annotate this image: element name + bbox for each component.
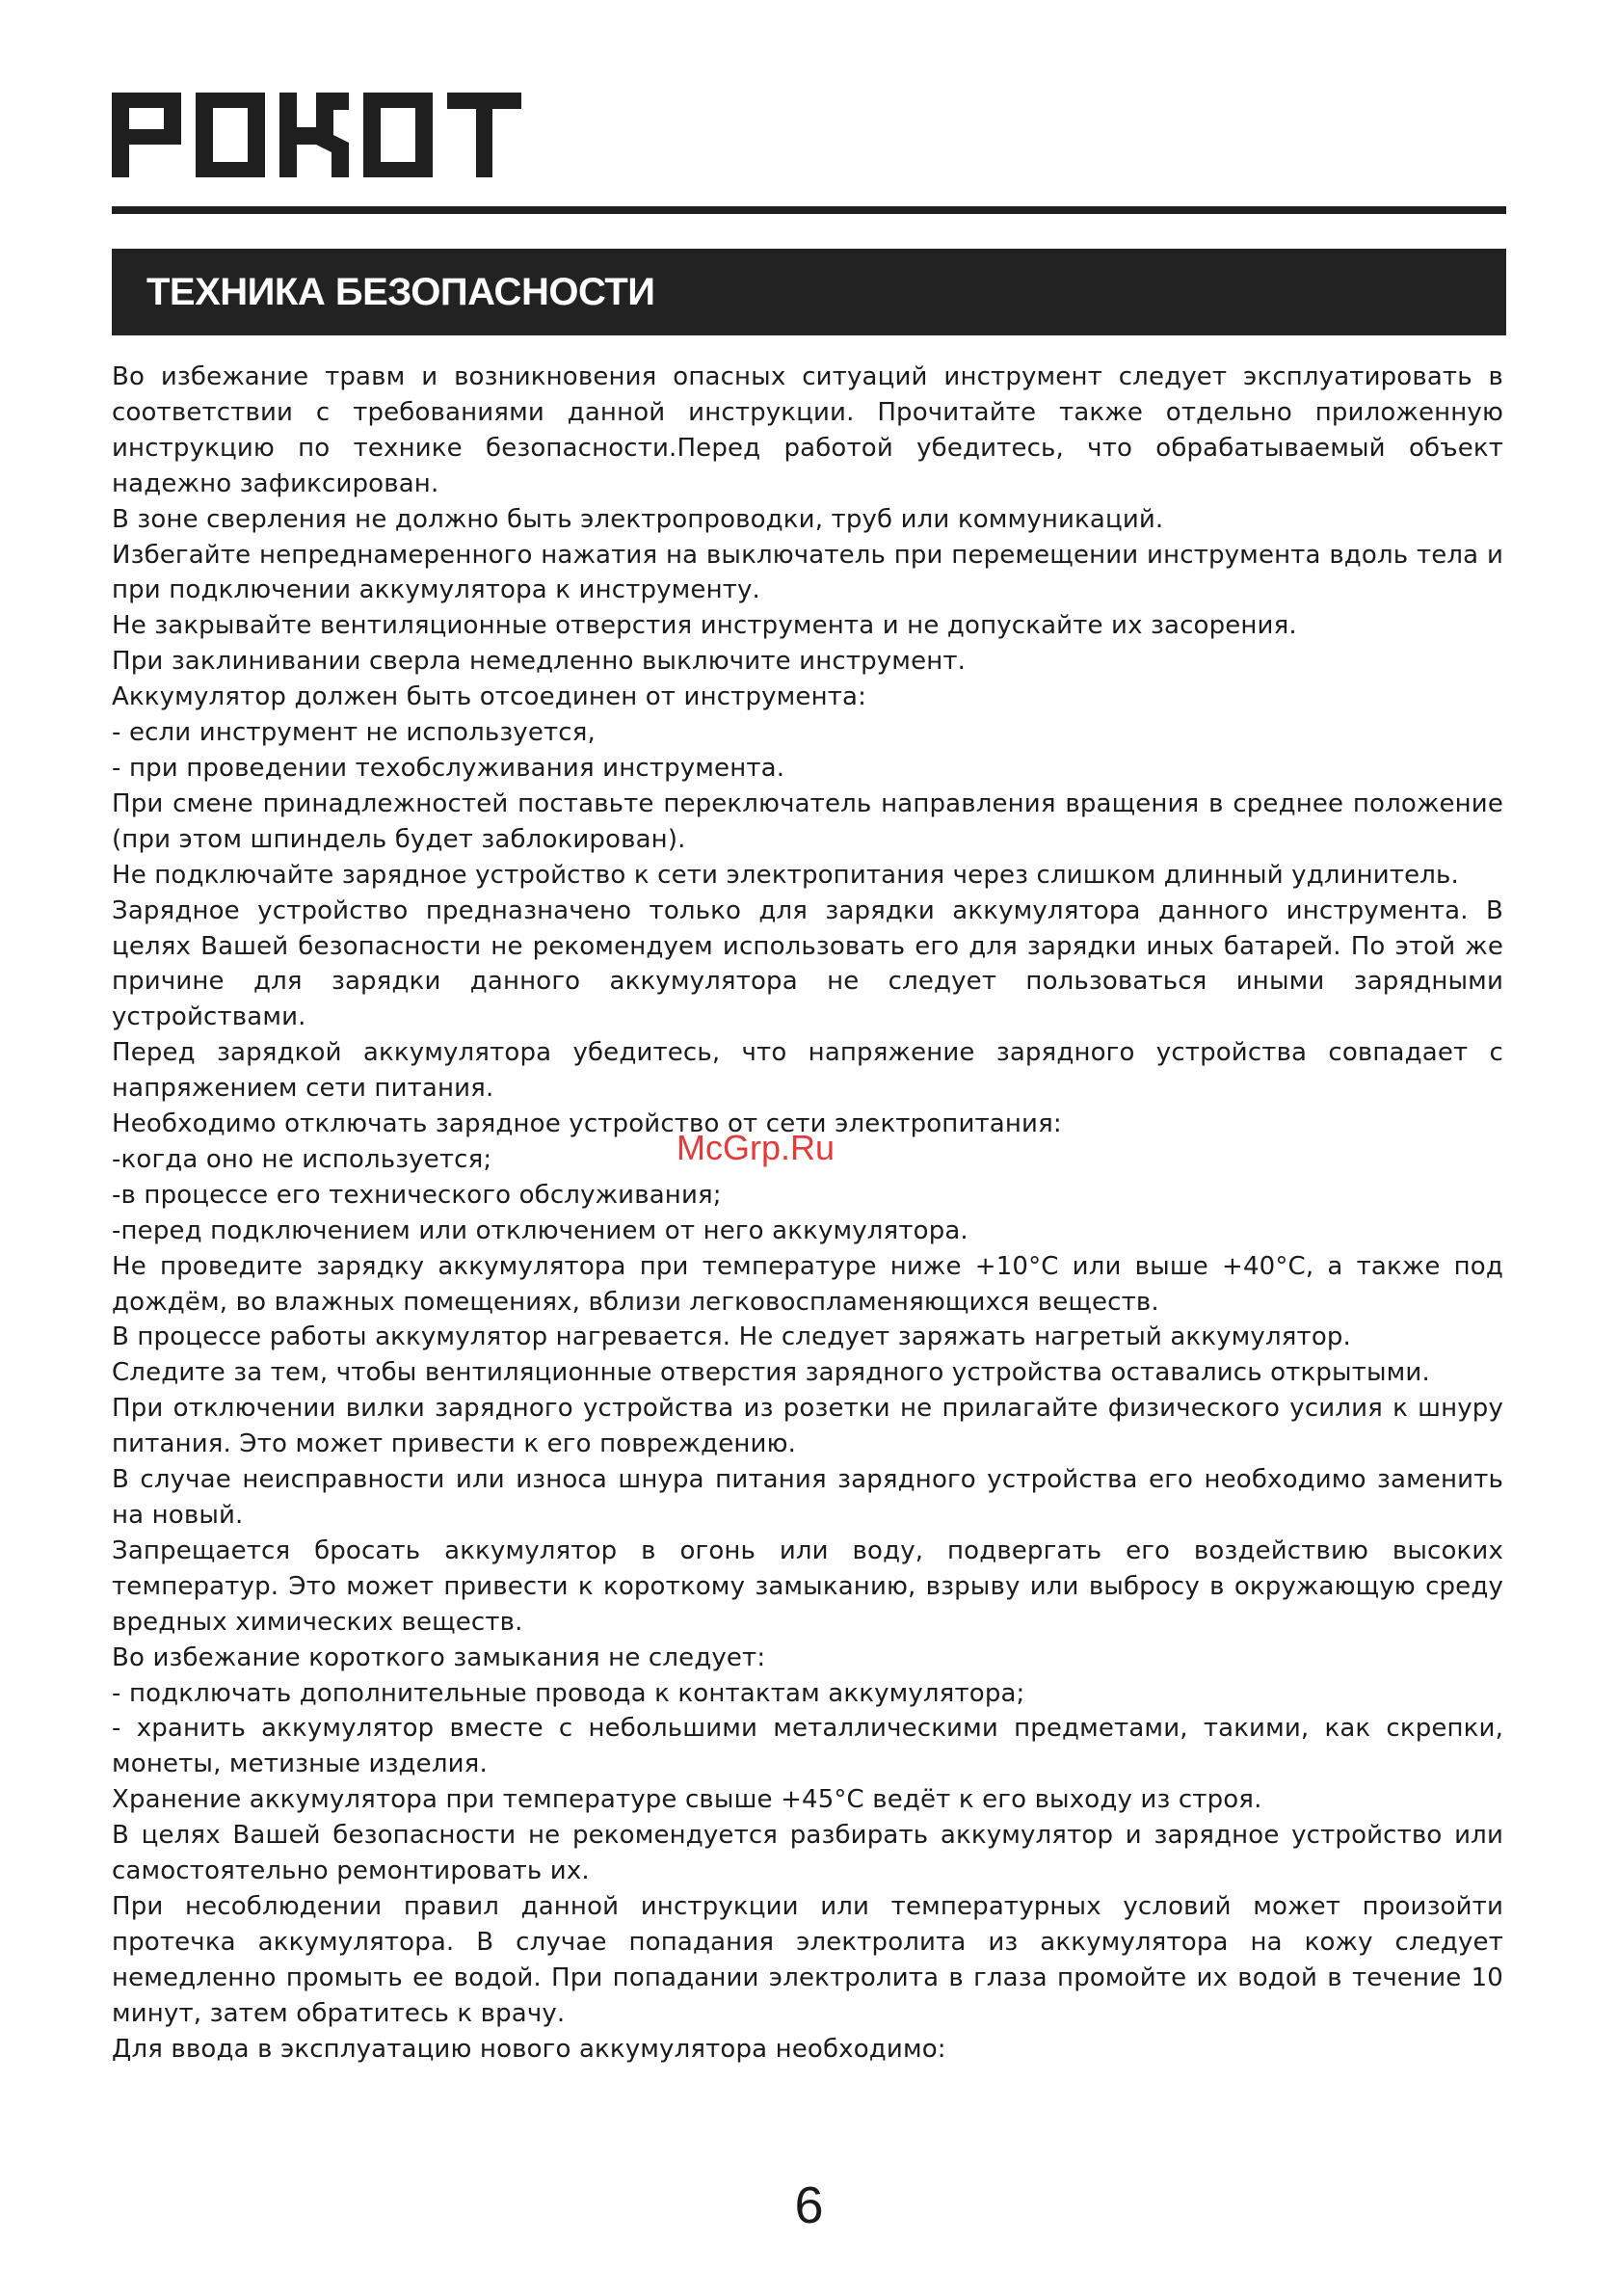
body-paragraph: В случае неисправности или износа шнура питания зарядного устройства его необходимо заменить на новый. (112, 1465, 1503, 1530)
body-paragraph: -перед подключением или отключением от него аккумулятора. (112, 1215, 968, 1245)
body-paragraph: Не закрывайте вентиляционные отверстия инструмента и не допускайте их засорения. (112, 611, 1297, 641)
header-rule (112, 206, 1506, 214)
body-paragraph: При несоблюдении правил данной инструкции или температурных условий может произойти протечка аккумулятора. В случае попадания электролита из аккумулятора на кожу следует немедленно промыть ее водой. При попадании электролита в глаза промойте их водой в течение 10 минут, затем обратитесь к врачу. (112, 1891, 1503, 2028)
body-paragraph: При смене принадлежностей поставьте переключатель направления вращения в среднее положение (при этом шпиндель будет заблокирован). (112, 788, 1503, 854)
watermark: McGrp.Ru (676, 1128, 836, 1167)
body-paragraph: Перед зарядкой аккумулятора убедитесь, что напряжение зарядного устройства совпадает с напряжением сети питания. (112, 1038, 1503, 1104)
body-paragraph: Во избежание травм и возникновения опасных ситуаций инструмент следует эксплуатировать в соответствии с требованиями данной инструкции. Прочитайте также отдельно приложенную инструкцию по технике безопасности.Перед работой убедитесь, что обрабатываемый объект надежно зафиксирован. (112, 362, 1503, 498)
body-paragraph: - при проведении техобслуживания инструмента. (112, 753, 785, 783)
section-header (112, 249, 1506, 335)
body-paragraph: В целях Вашей безопасности не рекомендуется разбирать аккумулятор и зарядное устройство или самостоятельно ремонтировать их. (112, 1821, 1503, 1886)
body-paragraph: - хранить аккумулятор вместе с небольшими металлическими предметами, такими, как скрепки, монеты, метизные изделия. (112, 1714, 1503, 1779)
body-paragraph: Избегайте непреднамеренного нажатия на выключатель при перемещении инструмента вдоль тела и при подключении аккумулятора к инструменту. (112, 540, 1503, 605)
body-paragraph: В процессе работы аккумулятор нагревается. Не следует заряжать нагретый аккумулятор. (112, 1322, 1351, 1352)
body-paragraph: Необходимо отключать зарядное устройство от сети электропитания: (112, 1109, 1062, 1139)
body-paragraph: Во избежание короткого замыкания не следует: (112, 1642, 766, 1672)
body-paragraph: При отключении вилки зарядного устройства из розетки не прилагайте физического усилия к шнуру питания. Это может привести к его повреждению. (112, 1394, 1503, 1459)
body-paragraph: - подключать дополнительные провода к контактам аккумулятора; (112, 1678, 1025, 1708)
body-paragraph: Следите за тем, чтобы вентиляционные отверстия зарядного устройства оставались открытыми. (112, 1358, 1430, 1388)
page-number: 6 (794, 2176, 824, 2234)
body-paragraph: Для ввода в эксплуатацию нового аккумулятора необходимо: (112, 2034, 946, 2064)
body-paragraph: Зарядное устройство предназначено только для зарядки аккумулятора данного инструмента. В целях Вашей безопасности не рекомендуем использовать его для зарядки иных батарей. По этой же причине для зарядки данного аккумулятора не следует пользоваться иными зарядными устройствами. (112, 895, 1503, 1032)
body-paragraph: При заклинивании сверла немедленно выключите инструмент. (112, 647, 967, 677)
body-paragraph: Аккумулятор должен быть отсоединен от инструмента: (112, 682, 867, 712)
body-paragraph: В зоне сверления не должно быть электропроводки, труб или коммуникаций. (112, 504, 1164, 534)
body-paragraph: Хранение аккумулятора при температуре свыше +45°С ведёт к его выходу из строя. (112, 1785, 1262, 1815)
brand-logo (112, 93, 521, 177)
body-paragraph: -когда оно не используется; (112, 1144, 492, 1174)
section-title: ТЕХНИКА БЕЗОПАСНОСТИ (146, 271, 655, 313)
body-text (112, 360, 1503, 2068)
body-paragraph: -в процессе его технического обслуживания; (112, 1180, 722, 1210)
body-paragraph: - если инструмент не используется, (112, 718, 596, 748)
body-paragraph: Не подключайте зарядное устройство к сети электропитания через слишком длинный удлинитель. (112, 860, 1459, 890)
body-paragraph: Запрещается бросать аккумулятор в огонь или воду, подвергать его воздействию высоких температур. Это может привести к короткому замыканию, взрыву или выбросу в окружающую среду вредных химических веществ. (112, 1535, 1503, 1637)
body-paragraph: Не проведите зарядку аккумулятора при температуре ниже +10°С или выше +40°С, а также под дождём, во влажных помещениях, вблизи легковоспламеняющихся веществ. (112, 1251, 1503, 1317)
